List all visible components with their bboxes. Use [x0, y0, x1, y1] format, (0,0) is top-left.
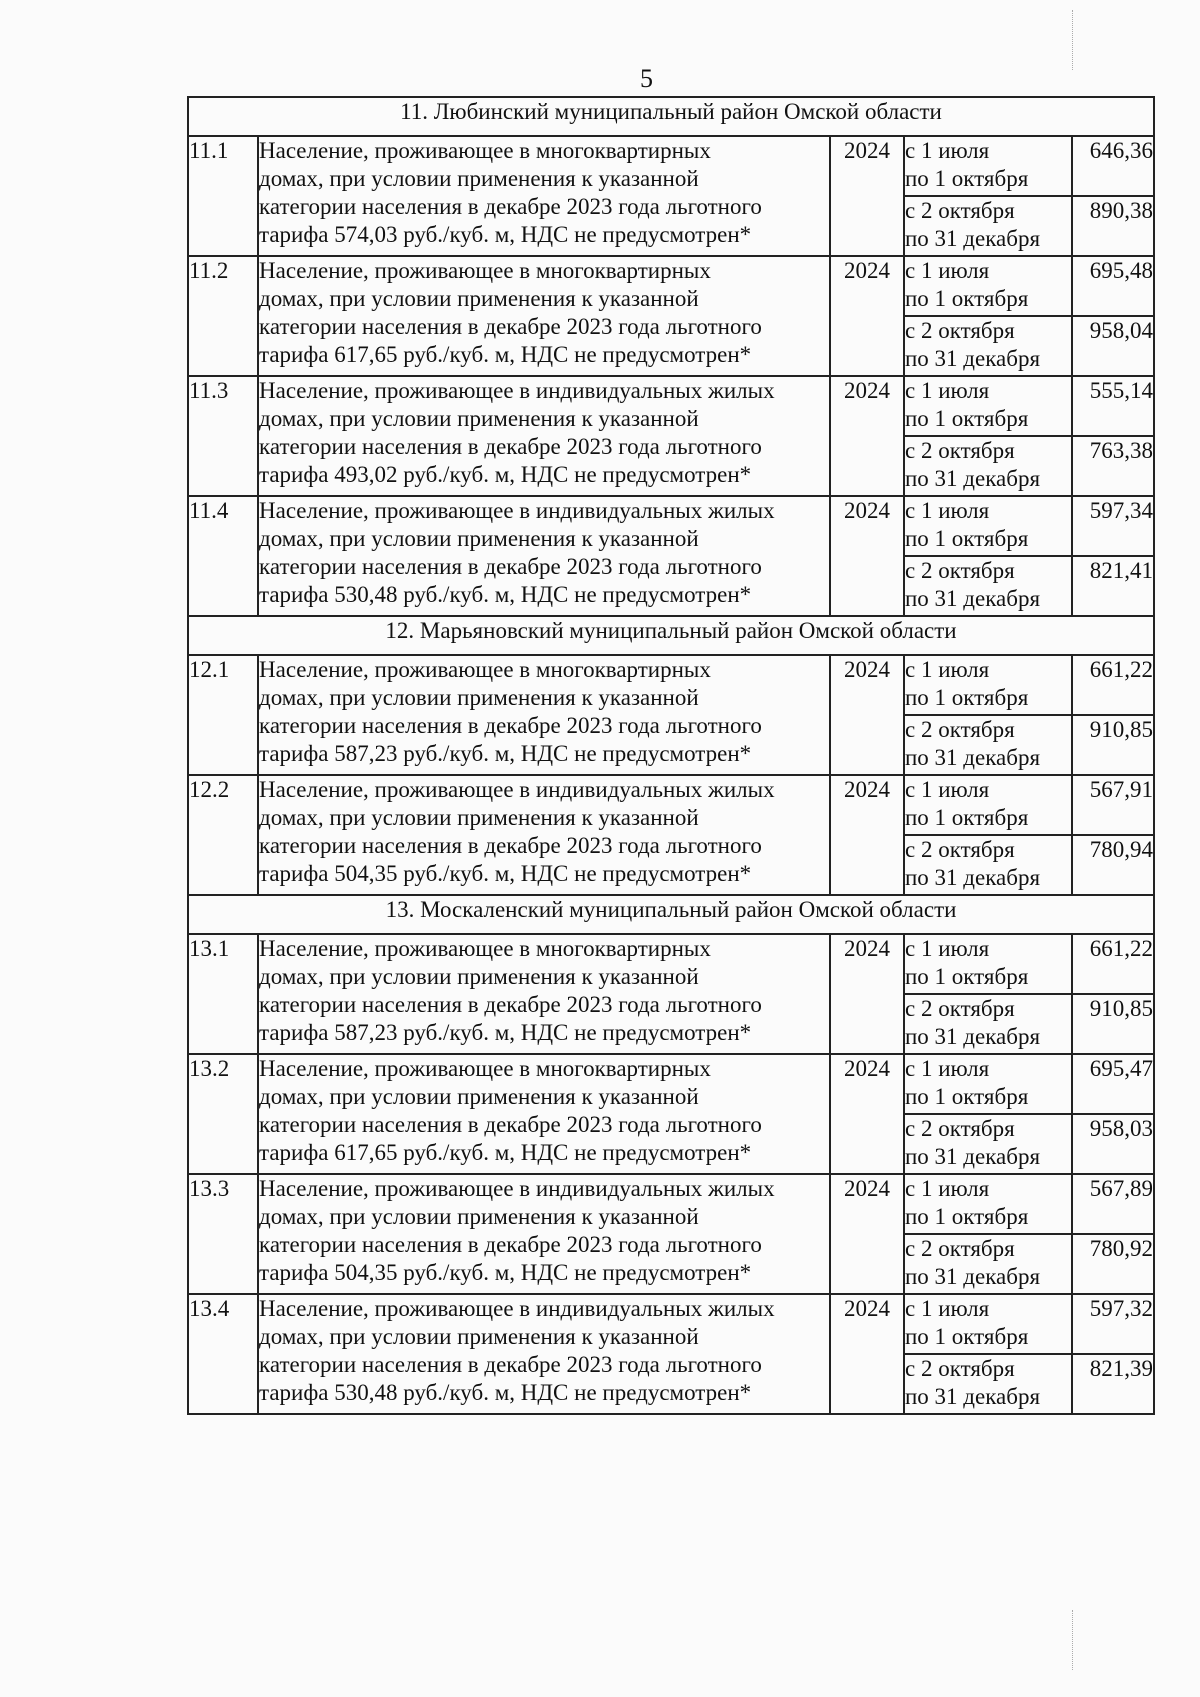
section-title: 12. Марьяновский муниципальный район Омской области	[188, 616, 1154, 655]
period-line: по 31 декабря	[905, 466, 1041, 491]
period-line: с 2 октября	[905, 996, 1015, 1021]
description-line: домах, при условии применения к указанной	[259, 685, 699, 710]
description-line: домах, при условии применения к указанной	[259, 1324, 699, 1349]
description-line: Население, проживающее в многоквартирных	[259, 1056, 711, 1081]
description-line: категории населения в декабре 2023 года льготного	[259, 194, 762, 219]
table-row	[188, 376, 1154, 436]
description-line: домах, при условии применения к указанной	[259, 286, 699, 311]
description-line: тарифа 617,65 руб./куб. м, НДС не предусмотрен*	[259, 342, 752, 367]
period-cell	[904, 496, 1072, 556]
table-row	[188, 655, 1154, 715]
consumer-description	[258, 256, 830, 376]
description-line: тарифа 493,02 руб./куб. м, НДС не предусмотрен*	[259, 462, 752, 487]
description-line: домах, при условии применения к указанной	[259, 1204, 699, 1229]
tariff-year: 2024	[830, 136, 904, 256]
period-line: по 1 октября	[905, 805, 1029, 830]
tariff-price: 821,39	[1072, 1354, 1154, 1414]
tariff-price: 695,47	[1072, 1054, 1154, 1114]
period-line: с 2 октября	[905, 558, 1015, 583]
item-number: 11.2	[188, 256, 258, 376]
table-row	[188, 136, 1154, 196]
tariff-price: 910,85	[1072, 715, 1154, 775]
period-line: с 1 июля	[905, 936, 990, 961]
period-line: с 1 июля	[905, 777, 990, 802]
period-line: с 1 июля	[905, 498, 990, 523]
description-line: категории населения в декабре 2023 года льготного	[259, 1112, 762, 1137]
description-line: Население, проживающее в индивидуальных жилых	[259, 498, 775, 523]
description-line: Население, проживающее в многоквартирных	[259, 936, 711, 961]
period-line: по 31 декабря	[905, 226, 1041, 251]
description-line: категории населения в декабре 2023 года льготного	[259, 992, 762, 1017]
period-line: с 2 октября	[905, 198, 1015, 223]
description-line: категории населения в декабре 2023 года льготного	[259, 1232, 762, 1257]
tariff-price: 958,04	[1072, 316, 1154, 376]
consumer-description	[258, 136, 830, 256]
tariff-price: 821,41	[1072, 556, 1154, 616]
period-line: по 1 октября	[905, 406, 1029, 431]
item-number: 12.2	[188, 775, 258, 895]
period-line: по 31 декабря	[905, 1144, 1041, 1169]
item-number: 11.1	[188, 136, 258, 256]
tariff-price: 646,36	[1072, 136, 1154, 196]
item-number: 13.3	[188, 1174, 258, 1294]
period-cell	[904, 556, 1072, 616]
period-cell	[904, 994, 1072, 1054]
period-line: по 1 октября	[905, 1084, 1029, 1109]
period-line: с 2 октября	[905, 318, 1015, 343]
table-row	[188, 256, 1154, 316]
period-line: с 1 июля	[905, 378, 990, 403]
description-line: Население, проживающее в многоквартирных	[259, 258, 711, 283]
item-number: 13.4	[188, 1294, 258, 1414]
tariff-price: 780,92	[1072, 1234, 1154, 1294]
period-cell	[904, 1054, 1072, 1114]
period-cell	[904, 436, 1072, 496]
tariff-price: 567,91	[1072, 775, 1154, 835]
description-line: тарифа 504,35 руб./куб. м, НДС не предусмотрен*	[259, 861, 752, 886]
period-cell	[904, 376, 1072, 436]
scan-margin-mark	[1072, 1610, 1074, 1670]
description-line: категории населения в декабре 2023 года льготного	[259, 554, 762, 579]
description-line: Население, проживающее в индивидуальных жилых	[259, 1176, 775, 1201]
period-cell	[904, 1114, 1072, 1174]
period-cell	[904, 1354, 1072, 1414]
period-line: по 1 октября	[905, 685, 1029, 710]
tariff-price: 763,38	[1072, 436, 1154, 496]
item-number: 11.4	[188, 496, 258, 616]
period-cell	[904, 316, 1072, 376]
table-row	[188, 1174, 1154, 1234]
scan-margin-mark	[1072, 10, 1074, 70]
period-line: с 2 октября	[905, 1356, 1015, 1381]
description-line: Население, проживающее в многоквартирных	[259, 138, 711, 163]
description-line: домах, при условии применения к указанной	[259, 805, 699, 830]
period-line: по 31 декабря	[905, 1264, 1041, 1289]
period-line: с 1 июля	[905, 138, 990, 163]
period-cell	[904, 655, 1072, 715]
period-cell	[904, 715, 1072, 775]
period-cell	[904, 136, 1072, 196]
period-line: с 1 июля	[905, 258, 990, 283]
section-header-row	[188, 616, 1154, 655]
description-line: домах, при условии применения к указанной	[259, 964, 699, 989]
description-line: категории населения в декабре 2023 года льготного	[259, 833, 762, 858]
tariff-price: 567,89	[1072, 1174, 1154, 1234]
description-line: тарифа 530,48 руб./куб. м, НДС не предусмотрен*	[259, 1380, 752, 1405]
item-number: 13.2	[188, 1054, 258, 1174]
item-number: 12.1	[188, 655, 258, 775]
period-line: по 1 октября	[905, 964, 1029, 989]
period-line: по 1 октября	[905, 166, 1029, 191]
description-line: категории населения в декабре 2023 года льготного	[259, 314, 762, 339]
description-line: домах, при условии применения к указанной	[259, 166, 699, 191]
consumer-description	[258, 1294, 830, 1414]
period-line: с 2 октября	[905, 837, 1015, 862]
period-line: с 2 октября	[905, 1236, 1015, 1261]
period-line: с 2 октября	[905, 717, 1015, 742]
period-line: с 2 октября	[905, 1116, 1015, 1141]
tariff-price: 910,85	[1072, 994, 1154, 1054]
description-line: категории населения в декабре 2023 года льготного	[259, 1352, 762, 1377]
consumer-description	[258, 376, 830, 496]
consumer-description	[258, 775, 830, 895]
description-line: Население, проживающее в индивидуальных жилых	[259, 378, 775, 403]
period-cell	[904, 1174, 1072, 1234]
description-line: тарифа 587,23 руб./куб. м, НДС не предусмотрен*	[259, 741, 752, 766]
tariff-year: 2024	[830, 934, 904, 1054]
tariff-price: 780,94	[1072, 835, 1154, 895]
tariff-year: 2024	[830, 376, 904, 496]
period-line: по 1 октября	[905, 526, 1029, 551]
period-line: по 31 декабря	[905, 1384, 1041, 1409]
period-line: с 1 июля	[905, 1296, 990, 1321]
period-line: с 1 июля	[905, 1056, 990, 1081]
table-row	[188, 1054, 1154, 1114]
consumer-description	[258, 655, 830, 775]
tariff-year: 2024	[830, 1054, 904, 1174]
period-line: по 1 октября	[905, 1324, 1029, 1349]
period-line: по 31 декабря	[905, 745, 1041, 770]
consumer-description	[258, 1174, 830, 1294]
consumer-description	[258, 934, 830, 1054]
tariff-price: 661,22	[1072, 934, 1154, 994]
item-number: 13.1	[188, 934, 258, 1054]
item-number: 11.3	[188, 376, 258, 496]
description-line: домах, при условии применения к указанной	[259, 406, 699, 431]
period-line: с 1 июля	[905, 657, 990, 682]
period-cell	[904, 835, 1072, 895]
section-title: 13. Москаленский муниципальный район Омской области	[188, 895, 1154, 934]
tariff-price: 695,48	[1072, 256, 1154, 316]
period-cell	[904, 1234, 1072, 1294]
description-line: тарифа 504,35 руб./куб. м, НДС не предусмотрен*	[259, 1260, 752, 1285]
tariff-price: 555,14	[1072, 376, 1154, 436]
period-line: с 2 октября	[905, 438, 1015, 463]
table-row	[188, 496, 1154, 556]
consumer-description	[258, 496, 830, 616]
period-line: по 1 октября	[905, 1204, 1029, 1229]
tariff-year: 2024	[830, 496, 904, 616]
tariff-year: 2024	[830, 1294, 904, 1414]
period-line: по 31 декабря	[905, 865, 1041, 890]
description-line: категории населения в декабре 2023 года льготного	[259, 434, 762, 459]
description-line: тарифа 617,65 руб./куб. м, НДС не предусмотрен*	[259, 1140, 752, 1165]
period-line: по 31 декабря	[905, 586, 1041, 611]
consumer-description	[258, 1054, 830, 1174]
description-line: домах, при условии применения к указанной	[259, 526, 699, 551]
description-line: категории населения в декабре 2023 года льготного	[259, 713, 762, 738]
description-line: тарифа 530,48 руб./куб. м, НДС не предусмотрен*	[259, 582, 752, 607]
table-row	[188, 934, 1154, 994]
period-cell	[904, 1294, 1072, 1354]
tariff-year: 2024	[830, 655, 904, 775]
period-line: по 31 декабря	[905, 346, 1041, 371]
table-row	[188, 775, 1154, 835]
tariff-price: 597,32	[1072, 1294, 1154, 1354]
description-line: Население, проживающее в многоквартирных	[259, 657, 711, 682]
description-line: Население, проживающее в индивидуальных жилых	[259, 1296, 775, 1321]
table-row	[188, 1294, 1154, 1354]
period-line: с 1 июля	[905, 1176, 990, 1201]
tariff-price: 661,22	[1072, 655, 1154, 715]
period-cell	[904, 256, 1072, 316]
tariff-year: 2024	[830, 256, 904, 376]
tariff-price: 597,34	[1072, 496, 1154, 556]
page-number: 5	[640, 64, 653, 93]
section-title: 11. Любинский муниципальный район Омской области	[188, 97, 1154, 136]
tariff-price: 958,03	[1072, 1114, 1154, 1174]
period-cell	[904, 196, 1072, 256]
description-line: домах, при условии применения к указанной	[259, 1084, 699, 1109]
tariff-year: 2024	[830, 775, 904, 895]
period-line: по 1 октября	[905, 286, 1029, 311]
description-line: Население, проживающее в индивидуальных жилых	[259, 777, 775, 802]
period-cell	[904, 775, 1072, 835]
tariff-price: 890,38	[1072, 196, 1154, 256]
tariff-table	[187, 96, 1155, 1415]
period-line: по 31 декабря	[905, 1024, 1041, 1049]
description-line: тарифа 587,23 руб./куб. м, НДС не предусмотрен*	[259, 1020, 752, 1045]
section-header-row	[188, 97, 1154, 136]
tariff-year: 2024	[830, 1174, 904, 1294]
description-line: тарифа 574,03 руб./куб. м, НДС не предусмотрен*	[259, 222, 752, 247]
period-cell	[904, 934, 1072, 994]
section-header-row	[188, 895, 1154, 934]
